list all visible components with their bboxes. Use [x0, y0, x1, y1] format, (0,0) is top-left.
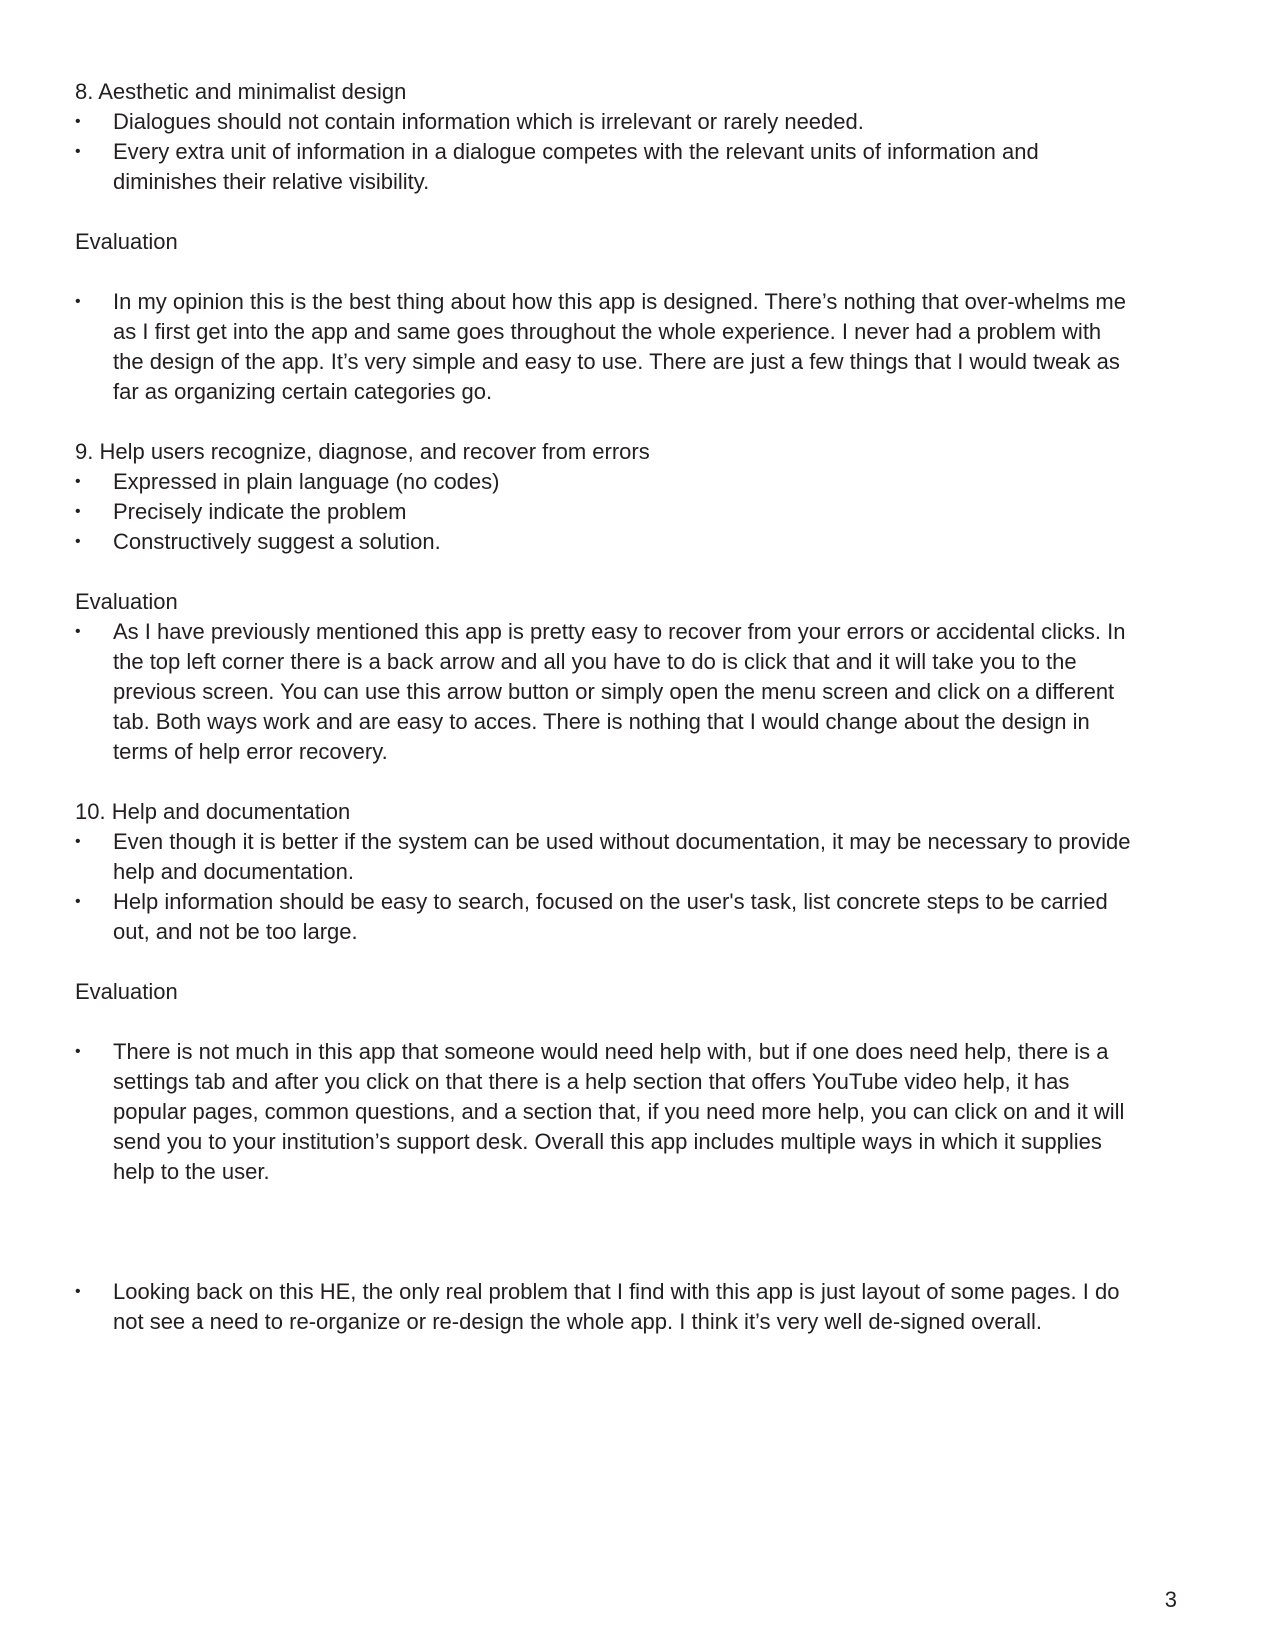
section8-evaluation-list — [75, 287, 1135, 407]
conclusion-list — [75, 1277, 1135, 1337]
section9-bullet: • Precisely indicate the problem — [75, 497, 1135, 527]
document-page — [75, 77, 1135, 1337]
section9-evaluation-heading: Evaluation — [75, 589, 178, 614]
section8-evaluation-bullet: • In my opinion this is the best thing about how this app is designed. There’s nothing that over-whelms me as I first get into the app and same goes throughout the whole experience. I never had a problem with the design of the app. It’s very simple and easy to use. There are just a few things that I would tweak as far as organizing certain categories go. — [75, 287, 1135, 407]
section8-bullet: • Every extra unit of information in a dialogue competes with the relevant units of information and diminishes their relative visibility. — [75, 137, 1135, 197]
section10-heading: 10. Help and documentation — [75, 799, 351, 824]
section9-heading: 9. Help users recognize, diagnose, and recover from errors — [75, 439, 650, 464]
section10-bullet: • Help information should be easy to search, focused on the user's task, list concrete steps to be carried out, and not be too large. — [75, 887, 1135, 947]
section8-heading: 8. Aesthetic and minimalist design — [75, 79, 407, 104]
section8-evaluation-heading: Evaluation — [75, 229, 178, 254]
section10-bullet-list — [75, 827, 1135, 947]
section9-evaluation-bullet: • As I have previously mentioned this app is pretty easy to recover from your errors or accidental clicks. In the top left corner there is a back arrow and all you have to do is click that and it will take you to the previous screen. You can use this arrow button or simply open the menu screen and click on a different tab. Both ways work and are easy to acces. There is nothing that I would change about the design in terms of help error recovery. — [75, 617, 1135, 767]
page-number: 3 — [1164, 1587, 1177, 1612]
section10-evaluation-heading: Evaluation — [75, 979, 178, 1004]
section9-evaluation-list — [75, 617, 1135, 767]
section9-bullet-list — [75, 467, 1135, 557]
section8-bullet-list — [75, 107, 1135, 197]
section9-bullet: • Constructively suggest a solution. — [75, 527, 1135, 557]
conclusion-bullet: • Looking back on this HE, the only real problem that I find with this app is just layout of some pages. I do not see a need to re-organize or re-design the whole app. I think it’s very well de-signed overall. — [75, 1277, 1135, 1337]
section8-bullet: • Dialogues should not contain information which is irrelevant or rarely needed. — [75, 107, 1135, 137]
section9-bullet: • Expressed in plain language (no codes) — [75, 467, 1135, 497]
section10-evaluation-bullet: • There is not much in this app that someone would need help with, but if one does need help, there is a settings tab and after you click on that there is a help section that offers YouTube video help, it has popular pages, common questions, and a section that, if you need more help, you can click on and it will send you to your institution’s support desk. Overall this app includes multiple ways in which it supplies help to the user. — [75, 1037, 1135, 1187]
section10-bullet: • Even though it is better if the system can be used without documentation, it may be necessary to provide help and documentation. — [75, 827, 1135, 887]
section10-evaluation-list — [75, 1037, 1135, 1187]
